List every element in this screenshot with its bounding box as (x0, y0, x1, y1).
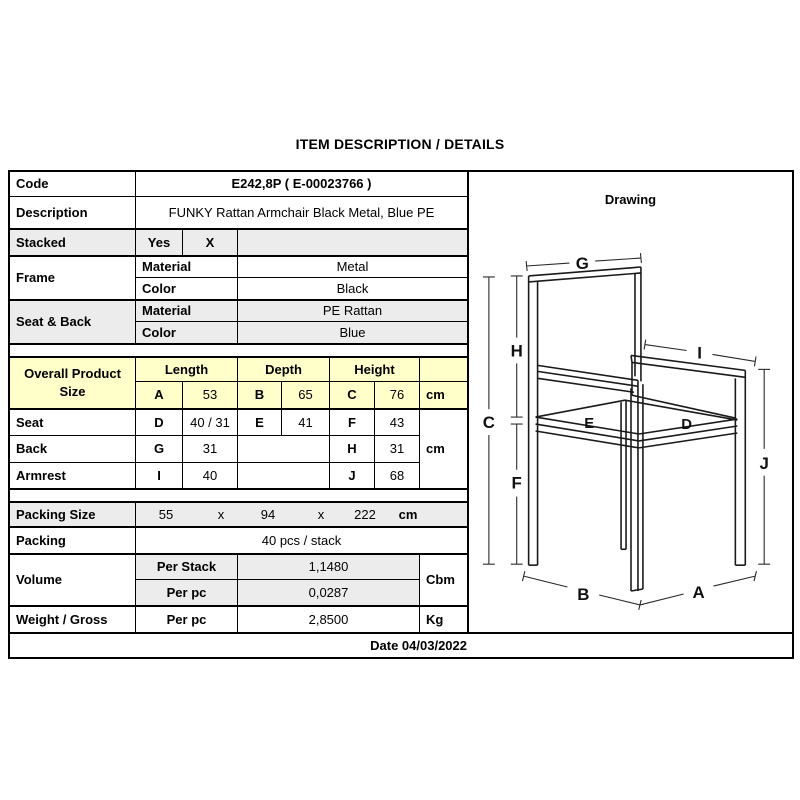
packing-size-x1: x (217, 506, 225, 522)
page-title: ITEM DESCRIPTION / DETAILS (295, 136, 505, 152)
spacer-row (10, 488, 467, 501)
weight-per-pc-label: Per pc (135, 605, 237, 632)
frame-material-label: Material (135, 255, 237, 277)
packing-size-label: Packing Size (10, 501, 135, 526)
size-unit-header-empty (419, 356, 467, 381)
armrest-val-I: 40 (182, 462, 237, 488)
seat-val-F: 43 (374, 408, 419, 435)
stacked-label: Stacked (10, 228, 135, 255)
drawing-header: Drawing (467, 172, 792, 228)
size-key-A: A (135, 381, 182, 408)
packing-size-d2: 94 (260, 506, 276, 522)
weight-unit: Kg (419, 605, 467, 632)
volume-label: Volume (10, 553, 135, 605)
volume-per-pc-label: Per pc (135, 579, 237, 605)
seat-back-color-value: Blue (237, 321, 467, 343)
seat-back-label: Seat & Back (10, 299, 135, 343)
volume-per-pc-value: 0,0287 (237, 579, 419, 605)
description-value: FUNKY Rattan Armchair Black Metal, Blue PE (135, 196, 467, 228)
dim-label-F: F (511, 473, 522, 493)
code-label: Code (16, 176, 49, 192)
size-label: Overall Product Size (10, 356, 135, 408)
date-row (10, 632, 792, 657)
volume-unit: Cbm (419, 553, 467, 605)
size-col-depth: Depth (237, 356, 329, 381)
date-value: Date 04/03/2022 (370, 637, 467, 653)
chair-outline (529, 267, 746, 591)
dim-label-B: B (577, 584, 590, 604)
seat-back-color-label: Color (135, 321, 237, 343)
weight-label: Weight / Gross (10, 605, 135, 632)
size-key-C: C (329, 381, 374, 408)
armrest-depth-empty (237, 462, 329, 488)
frame-color-label: Color (135, 277, 237, 299)
seat-key-F: F (329, 408, 374, 435)
back-val-G: 31 (182, 435, 237, 462)
packing-size-value (135, 501, 467, 526)
size-val-B: 65 (281, 381, 329, 408)
back-depth-empty (237, 435, 329, 462)
packing-size-x2: x (317, 506, 325, 522)
size-val-A: 53 (182, 381, 237, 408)
packing-size-unit: cm (398, 506, 418, 522)
size-col-height: Height (329, 356, 419, 381)
seat-back-material-value: PE Rattan (237, 299, 467, 321)
armrest-key-I: I (135, 462, 182, 488)
seat-back-material-label: Material (135, 299, 237, 321)
size-rows-unit: cm (419, 408, 467, 488)
back-val-H: 31 (374, 435, 419, 462)
packing-label: Packing (10, 526, 135, 553)
armrest-key-J: J (329, 462, 374, 488)
dim-label-D: D (681, 417, 693, 434)
size-col-length: Length (135, 356, 237, 381)
chair-technical-drawing (469, 228, 792, 632)
size-unit: cm (419, 381, 467, 408)
stacked-mark: X (182, 228, 237, 255)
dim-label-J: J (759, 453, 769, 473)
dim-label-E: E (584, 416, 595, 433)
seat-key-D: D (135, 408, 182, 435)
packing-size-d1: 55 (158, 506, 174, 522)
weight-value: 2,8500 (237, 605, 419, 632)
size-key-B: B (237, 381, 281, 408)
packing-value: 40 pcs / stack (135, 526, 467, 553)
stacked-yes: Yes (135, 228, 182, 255)
volume-per-stack-label: Per Stack (135, 553, 237, 579)
description-label: Description (10, 196, 135, 228)
seat-val-D: 40 / 31 (182, 408, 237, 435)
code-value: E242,8P ( E-00023766 ) (135, 172, 467, 196)
back-key-H: H (329, 435, 374, 462)
seat-val-E: 41 (281, 408, 329, 435)
stacked-empty (237, 228, 467, 255)
dim-label-G: G (575, 253, 589, 273)
size-val-C: 76 (374, 381, 419, 408)
dim-label-C: C (482, 413, 495, 433)
frame-label: Frame (10, 255, 135, 299)
back-row-label: Back (10, 435, 135, 462)
frame-material-value: Metal (237, 255, 467, 277)
dim-label-A: A (692, 582, 705, 602)
armrest-row-label: Armrest (10, 462, 135, 488)
spacer-row (10, 343, 467, 356)
back-key-G: G (135, 435, 182, 462)
armrest-val-J: 68 (374, 462, 419, 488)
dim-label-H: H (510, 341, 523, 361)
frame-color-value: Black (237, 277, 467, 299)
dim-label-I: I (697, 343, 702, 363)
spec-table (8, 170, 794, 659)
volume-per-stack-value: 1,1480 (237, 553, 419, 579)
seat-key-E: E (237, 408, 281, 435)
drawing-cell (467, 228, 792, 632)
packing-size-d3: 222 (354, 506, 376, 522)
seat-row-label: Seat (10, 408, 135, 435)
